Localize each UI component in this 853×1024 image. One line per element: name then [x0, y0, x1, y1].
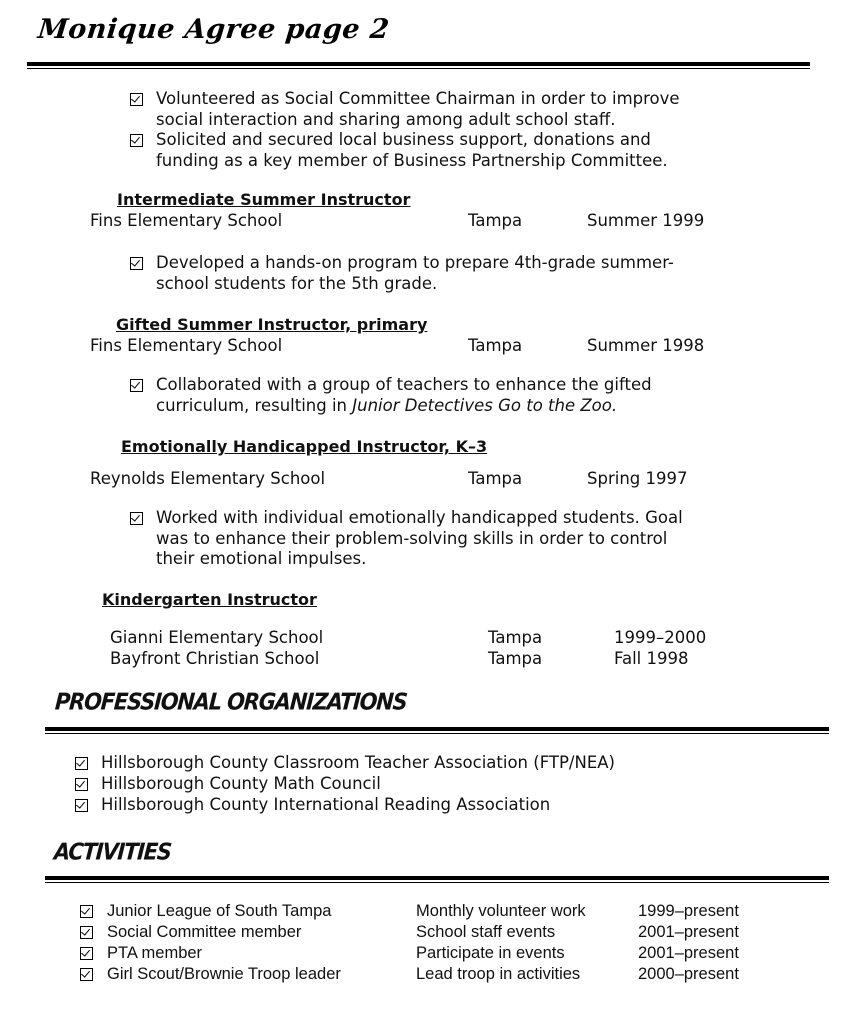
table-row	[80, 964, 341, 985]
bullet-line: Solicited and secured local business support, donations and	[156, 130, 651, 149]
job-title: Emotionally Handicapped Instructor, K–3	[121, 437, 488, 456]
job-city: Tampa	[488, 649, 543, 668]
job-date: Fall 1998	[614, 649, 689, 668]
header-rule	[27, 62, 810, 69]
activity-dates: 2001–present	[638, 944, 739, 962]
checkbox-icon	[80, 926, 93, 939]
table-row	[80, 922, 301, 943]
list-item	[130, 253, 674, 294]
job-school: Gianni Elementary School	[110, 628, 324, 647]
list-item	[130, 130, 668, 171]
job-date: Spring 1997	[587, 469, 688, 488]
bullet-line: Collaborated with a group of teachers to enhance the gifted	[156, 375, 652, 394]
table-row	[80, 901, 331, 922]
section-rule	[45, 876, 829, 883]
job-date: Summer 1999	[587, 211, 705, 230]
bullet-line	[156, 396, 652, 417]
list-item	[75, 774, 381, 795]
list-item	[75, 795, 550, 816]
publication-title: Junior Detectives Go to the Zoo.	[352, 395, 618, 415]
job-title: Intermediate Summer Instructor	[117, 190, 411, 209]
job-date: Summer 1998	[587, 336, 705, 355]
activity-role: Participate in events	[416, 944, 565, 962]
organization-name: Hillsborough County Math Council	[101, 774, 381, 793]
section-heading-organizations: PROFESSIONAL ORGANIZATIONS	[54, 688, 408, 716]
activity-dates: 2000–present	[638, 965, 739, 983]
bullet-line: funding as a key member of Business Partnership Committee.	[156, 150, 668, 170]
job-date: 1999–2000	[614, 628, 707, 647]
job-school: Reynolds Elementary School	[90, 469, 326, 488]
activity-name: Social Committee member	[107, 923, 302, 941]
activity-name: PTA member	[107, 944, 203, 962]
job-city: Tampa	[488, 628, 543, 647]
checkbox-icon	[130, 257, 143, 270]
job-title: Kindergarten Instructor	[102, 590, 317, 609]
activity-role: Lead troop in activities	[416, 965, 581, 983]
table-row	[80, 943, 202, 964]
page-title: Monique Agree page 2	[36, 14, 391, 45]
job-title: Gifted Summer Instructor, primary	[116, 315, 428, 334]
bullet-line: was to enhance their problem-solving skills in order to control	[156, 528, 668, 548]
job-school: Fins Elementary School	[90, 336, 283, 355]
checkbox-icon	[80, 947, 93, 960]
section-rule	[45, 727, 829, 734]
activity-dates: 2001–present	[638, 923, 739, 941]
organization-name: Hillsborough County International Reading Association	[101, 795, 551, 814]
activity-role: School staff events	[416, 923, 556, 941]
job-school: Bayfront Christian School	[110, 649, 320, 668]
checkbox-icon	[75, 778, 88, 791]
list-item	[130, 89, 680, 130]
checkbox-icon	[130, 512, 143, 525]
job-school: Fins Elementary School	[90, 211, 283, 230]
list-item	[130, 375, 652, 416]
checkbox-icon	[75, 799, 88, 812]
section-heading-activities: ACTIVITIES	[53, 838, 172, 866]
activity-name: Junior League of South Tampa	[107, 902, 332, 920]
bullet-line: their emotional impulses.	[156, 549, 367, 568]
checkbox-icon	[80, 968, 93, 981]
activity-name: Girl Scout/Brownie Troop leader	[107, 965, 341, 983]
checkbox-icon	[75, 757, 88, 770]
checkbox-icon	[130, 379, 143, 392]
bullet-line: Volunteered as Social Committee Chairman in order to improve	[156, 89, 680, 108]
bullet-line: social interaction and sharing among adult school staff.	[156, 109, 616, 129]
bullet-text-plain: curriculum, resulting in	[156, 395, 353, 415]
bullet-line: Worked with individual emotionally handicapped students. Goal	[156, 508, 683, 527]
organization-name: Hillsborough County Classroom Teacher Association (FTP/NEA)	[101, 753, 615, 772]
bullet-line: Developed a hands-on program to prepare 4th-grade summer-	[156, 253, 674, 272]
checkbox-icon	[130, 93, 143, 106]
list-item	[75, 753, 615, 774]
job-city: Tampa	[468, 469, 523, 488]
job-city: Tampa	[468, 336, 523, 355]
job-city: Tampa	[468, 211, 523, 230]
checkbox-icon	[130, 134, 143, 147]
activity-dates: 1999–present	[638, 902, 739, 920]
list-item	[130, 508, 683, 570]
bullet-line: school students for the 5th grade.	[156, 273, 438, 293]
checkbox-icon	[80, 905, 93, 918]
activity-role: Monthly volunteer work	[416, 902, 586, 920]
